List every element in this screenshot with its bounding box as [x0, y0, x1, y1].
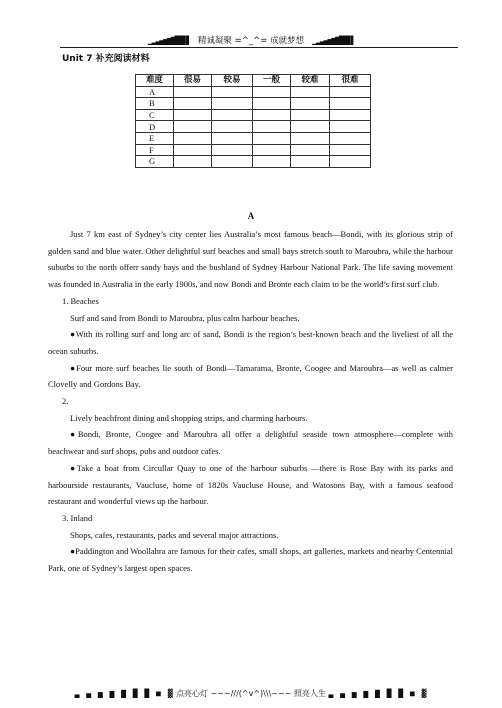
rating-cell[interactable]	[174, 121, 212, 133]
rating-cell[interactable]	[291, 144, 330, 156]
footer-motto: 点亮心灯 ~~~///(^v^)\\\~~~ 照亮人生	[176, 689, 326, 698]
difficulty-table-row	[136, 156, 371, 168]
rating-cell[interactable]	[330, 109, 371, 121]
paragraph: ●Paddington and Woollahra are famous for their cafes, small shops, art galleries, markets and nearby Centennial Park, one of Sydney’s largest open spaces.	[48, 546, 453, 574]
page-header	[0, 34, 502, 46]
rating-cell[interactable]	[212, 132, 253, 144]
rating-cell[interactable]	[330, 156, 371, 168]
rating-cell[interactable]	[212, 156, 253, 168]
difficulty-table-row	[136, 144, 371, 156]
rating-cell[interactable]	[212, 121, 253, 133]
section-heading: 1. Beaches	[62, 295, 99, 306]
section-heading: 3. Inland	[62, 512, 93, 523]
paragraph: Just 7 km east of Sydney’s city center lies Australia’s most famous beach—Bondi, with its glorious strip of golden sand and blue water. Other delightful surf beaches and small bays stretch south to Maroubra, while the harbour suburbs to the north offerr sandy bays and the bushland of Sydney Harbour National Park. The life saving movement was founded in Australia in the early 1900s, and now Bondi and Bronte each claim to be the world’s first surf club.	[48, 229, 453, 290]
column-header: 较易	[212, 75, 253, 87]
rating-cell[interactable]	[291, 156, 330, 168]
rating-cell[interactable]	[253, 109, 291, 121]
rating-cell[interactable]	[212, 144, 253, 156]
article-body	[48, 226, 453, 577]
row-label: C	[136, 109, 174, 121]
rating-cell[interactable]	[253, 132, 291, 144]
rating-cell[interactable]	[174, 132, 212, 144]
rating-cell[interactable]	[330, 121, 371, 133]
paragraph: Lively beachfront dining and shopping strips, and charming harbours.	[70, 412, 308, 423]
row-label: B	[136, 98, 174, 110]
rating-cell[interactable]	[291, 109, 330, 121]
row-label: F	[136, 144, 174, 156]
section-heading: 2.	[62, 396, 69, 407]
difficulty-table-header-row	[136, 75, 371, 87]
column-header: 很易	[174, 75, 212, 87]
page-footer	[0, 688, 502, 699]
header-right-decoration: ▁▂▃▄▅▆▇█▉▊▋	[312, 36, 355, 45]
paragraph: Shops, cafes, restaurants, parks and several major attractions.	[70, 529, 279, 540]
paragraph: ●Four more surf beaches lie south of Bondi—Tamarama, Bronte, Coogee and Maroubra—as well as calmer Clovelly and Gordons Bay.	[48, 362, 453, 390]
rating-cell[interactable]	[253, 121, 291, 133]
rating-cell[interactable]	[253, 98, 291, 110]
rating-cell[interactable]	[212, 98, 253, 110]
rating-cell[interactable]	[330, 132, 371, 144]
header-motto: 精诚凝聚 =^_^= 成就梦想	[197, 36, 305, 46]
column-header: 较难	[291, 75, 330, 87]
rating-cell[interactable]	[174, 98, 212, 110]
rating-cell[interactable]	[330, 86, 371, 98]
rating-cell[interactable]	[174, 156, 212, 168]
column-header: 很难	[330, 75, 371, 87]
rating-cell[interactable]	[291, 132, 330, 144]
rating-cell[interactable]	[174, 109, 212, 121]
difficulty-table-row	[136, 109, 371, 121]
paragraph: ●With its rolling surf and long arc of sand, Bondi is the region’s best-known beach and the liveliest of all the ocean suburbs.	[48, 329, 453, 356]
difficulty-table-row	[136, 121, 371, 133]
rating-cell[interactable]	[291, 121, 330, 133]
rating-cell[interactable]	[253, 86, 291, 98]
paragraph: ●Take a boat from Circullar Quay to one of the harbour suburbs —there is Rose Bay with its parks and harbourside restaurants, Vaucluse, home of 1820s Vaucluse House, and Watosons Bay, with a famous seafood restaurant and wonderful views up the harbour.	[48, 462, 453, 507]
row-label: G	[136, 156, 174, 168]
row-label: A	[136, 86, 174, 98]
footer-left-decoration: ▃ ▄ ▅ ▆ ▇ █ █ ■ ▓	[74, 689, 174, 698]
rating-cell[interactable]	[253, 156, 291, 168]
difficulty-table	[135, 74, 371, 168]
rating-cell[interactable]	[330, 144, 371, 156]
difficulty-table-row	[136, 98, 371, 110]
difficulty-table-row	[136, 132, 371, 144]
footer-right-decoration: ▃ ▄ ▅ ▆ ▇ █ █ ■ ▓	[328, 689, 428, 698]
difficulty-table-body	[136, 86, 371, 167]
rating-cell[interactable]	[291, 86, 330, 98]
rating-cell[interactable]	[174, 86, 212, 98]
header-left-decoration: ▁▂▃▄▅▆▇█▉▊▋	[147, 36, 190, 45]
rating-cell[interactable]	[253, 144, 291, 156]
section-title: A	[247, 211, 255, 221]
paragraph: ●Bondi, Bronte, Coogee and Maroubra all offer a delightful seaside town atmosphere—complete with beachwear and surf shops, pubs and outdoor cafes.	[48, 429, 453, 457]
rating-cell[interactable]	[330, 98, 371, 110]
rating-cell[interactable]	[212, 109, 253, 121]
page-title: Unit 7 补充阅读材料	[62, 54, 150, 64]
paragraph: Surf and sand from Bondi to Maroubra, plus calm harbour beaches.	[70, 312, 300, 323]
row-label: E	[136, 132, 174, 144]
row-label: D	[136, 121, 174, 133]
header-rule	[60, 47, 458, 48]
column-header: 难度	[136, 75, 174, 87]
rating-cell[interactable]	[174, 144, 212, 156]
rating-cell[interactable]	[291, 98, 330, 110]
column-header: 一般	[253, 75, 291, 87]
difficulty-table-row	[136, 86, 371, 98]
rating-cell[interactable]	[212, 86, 253, 98]
